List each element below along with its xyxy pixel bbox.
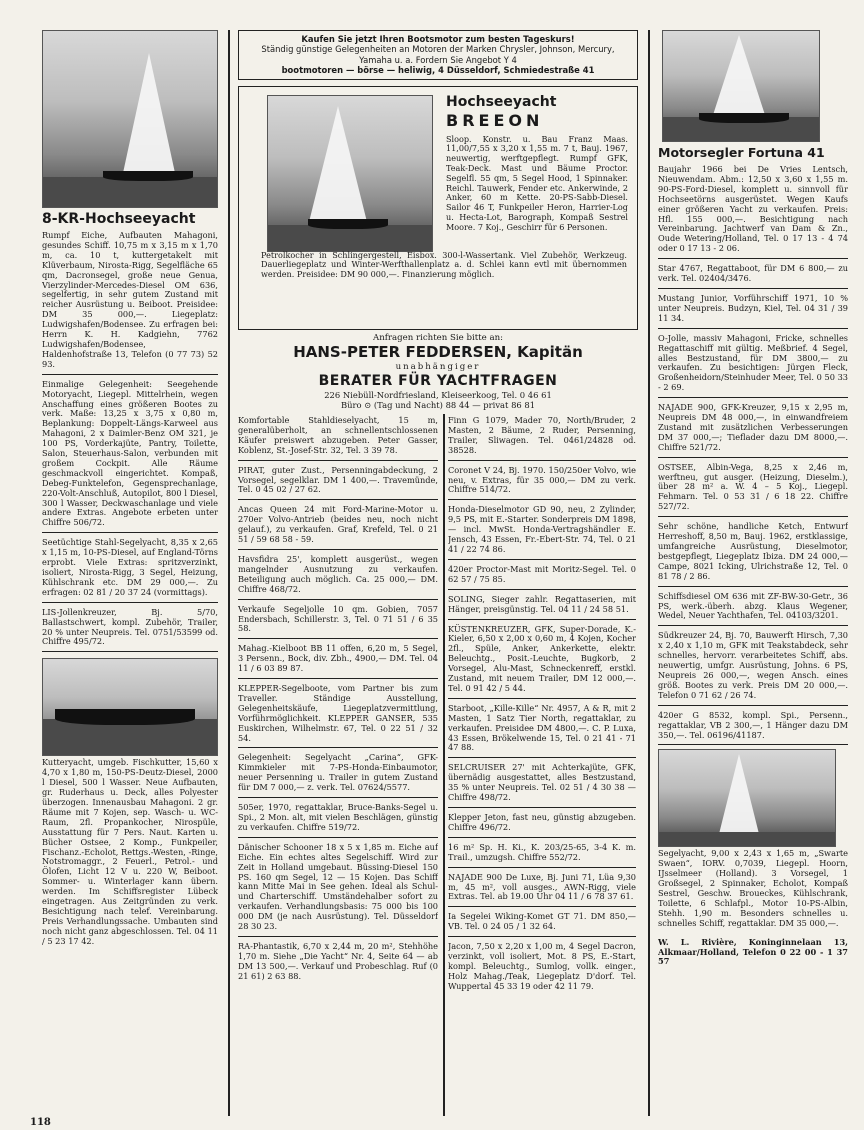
- ad-fortuna-text: Baujahr 1966 bei De Vries Lentsch, Nieuwendam. Abm.: 12,50 x 3,60 x 1,55 m. 90-PS-Ford-Diesel, komplett u. sinnvoll für Hochseetörns ausgerüstet. Wegen Kaufs einer größeren Yacht zu verkaufen. Preis: Hfl. 155 000,—. Besichtigung nach Vereinbarung. Jachtwerf van Dam & Zn., Oude Wetering/Holland, Tel. 0 17 13 - 4 74 oder 0 17 13 - 2 06.: [658, 163, 848, 259]
- ad-breeon-box: [238, 86, 638, 330]
- ad-col4-1: Mustang Junior, Vorführschiff 1971, 10 % unter Neupreis. Budzyn, Kiel, Tel. 04 31 / 39 11 34.: [658, 292, 848, 329]
- column-1: [42, 30, 218, 954]
- unabhaengiger: unabhängiger: [395, 361, 481, 372]
- contact-address: 226 Niebüll-Nordfriesland, Kleiseerkoog, Tel. 0 46 61: [324, 389, 552, 400]
- ad-col3-11: Ia Segelei Wiking-Komet GT 71. DM 850,— VB. Tel. 0 24 05 / 1 32 64.: [448, 910, 636, 937]
- inquiry-line: Anfragen richten Sie bitte an:: [373, 332, 503, 343]
- ad-col2-9: Dänischer Schooner 18 x 5 x 1,85 m. Eiche auf Eiche. Ein echtes altes Segelschiff. Wird zur Zeit in Holland umgebaut. Büssing-Diesel 150 PS. 160 qm Segel, 12 — 15 Kojen. Das Schiff kann Mitte Mai in See gehen. Ideal als Schul- und Charterschiff. Umständehalber sofort zu verkaufen. Verhandlungsbasis: 75 000 bis 100 000 DM (je nach Ausrüstung). Tel. Düsseldorf 28 30 23.: [238, 841, 438, 937]
- ad-col3-4: SOLING, Sieger zahlr. Regattaserien, mit Hänger, preisgünstig. Tel. 04 11 / 24 58 51.: [448, 593, 636, 620]
- ad-col2-4: Verkaufe Segeljolle 10 qm. Gobien, 7057 Endersbach, Schillerstr. 3, Tel. 0 71 51 / 6 35 58.: [238, 603, 438, 640]
- vertical-rule-2: [443, 414, 445, 1116]
- ad-segelyacht: Segelyacht, 9,00 x 2,43 x 1,65 m, „Swarte Swaen“, IORV. 0,7039, Liegepl. Hoorn, IJsselmeer (Holland). 3 Vorsegel, 1 Großsegel, 2 Spinnaker, Echolot, Kompaß Sestrel, Geschw. Broueckes, Kühlschrank, Toilette, 6 Schlafpl., Motor 10-PS-Albin, Stehh. 1,90 m. Besonders schnelles u. schnelles Schiff, regattaklar. DM 35 000,—.: [658, 848, 848, 928]
- ad-col3-5: KÜSTENKREUZER, GFK, Super-Dorade, K.-Kieler, 6,50 x 2,00 x 0,60 m, 4 Kojen, Kocher 2fl., Spüle, Anker, Ankerkette, elektr. Beleuchtg., Posit.-Leuchte, Bugkorb, 2 Vorsegel, Alu-Mast, Schneckenreff, erstkl. Zustand, mit neuem Trailer, DM 12 000,—. Tel. 0 91 42 / 5 44.: [448, 623, 636, 699]
- ad-col4-6: Schiffsdiesel OM 636 mit ZF-BW-30-Getr., 36 PS, werk.-überh. abzg. Klaus Wegener, Wedel, Neuer Yachthafen, Tel. 04103/3201.: [658, 590, 848, 627]
- ad-col2-6: KLEPPER-Segelboote, vom Partner bis zum Traveller. Ständige Ausstellung, Gelegenheitskäufe, Liegeplatzvermittlung, Vorführmöglichkeit. KLEPPER GANSER, 535 Euskirchen, Wilhelmstr. 67, Tel. 0 22 51 / 32 54.: [238, 682, 438, 748]
- ad-col2-1: PIRAT, guter Zust., Persenningabdeckung, 2 Vorsegel, segelklar. DM 1 400,—. Travemünde, Tel. 0 45 02 / 27 62.: [238, 464, 438, 501]
- ad-col3-2: Honda-Dieselmotor GD 90, neu, 2 Zylinder, 9,5 PS, mit E.-Starter. Sonderpreis DM 1898,— incl. MwSt. Honda-Vertragshändler E. Jensch, 43 Essen, Fr.-Ebert-Str. 74, Tel. 0 21 41 / 22 74 86.: [448, 503, 636, 560]
- ad-lis: LIS-Jollenkreuzer, Bj. 5/70, Ballastschwert, kompl. Zubehör, Trailer, 20 % unter Neupreis. Tel. 0751/53599 od. Chiffre 495/72.: [42, 606, 218, 653]
- ad-col2-3: Havsfidra 25', komplett ausgerüst., wegen mangelnder Ausnutzung zu verkaufen. Beteiligung auch möglich. Ca. 25 000,— DM. Chiffre 468/72.: [238, 553, 438, 600]
- ad-col4-0: Star 4767, Regattaboot, für DM 6 800,— zu verk. Tel. 02404/3476.: [658, 262, 848, 289]
- berater: BERATER FÜR YACHTFRAGEN: [318, 372, 558, 389]
- middle-top: [238, 30, 638, 410]
- page-number: 118: [30, 1117, 51, 1128]
- photo-8kr-hochseeyacht: [42, 30, 218, 208]
- column-2: [238, 414, 438, 989]
- ad-col4-3: NAJADE 900, GFK-Kreuzer, 9,15 x 2,95 m, Neupreis DM 48 000,—, in einwandfreiem Zustand mit zusätzlichen Verbesserungen DM 37 000,—; Tieflader dazu DM 8000,—. Chiffre 521/72.: [658, 401, 848, 458]
- ad-col4-7: Südkreuzer 24, Bj. 70, Bauwerft Hirsch, 7,30 x 2,40 x 1,10 m, GFK mit Teakstabdeck, sehr schnelles, hervorr. verarbeitetes Schiff, abs. neuwertig, umfgr. Ausrüstung, Johns. 6 PS, Neupreis 26 000,—, wegen Ansch. eines größ. Bootes zu verk. Preis DM 20 000,—. Telefon 0 71 62 / 26 74.: [658, 629, 848, 705]
- ad-col3-12: Jacon, 7,50 x 2,20 x 1,00 m, 4 Segel Dacron, verzinkt, voll isoliert, Mot. 8 PS, E.-Start, kompl. Beleuchtg., Sumlog, vollk. einger., Holz Mahag./Teak, Liegeplatz D'dorf. Tel. Wuppertal 45 33 19 oder 42 11 79.: [448, 941, 636, 991]
- breeon-text: Sloop. Konstr. u. Bau Franz Maas. 11,00/7,55 x 3,20 x 1,55 m. 7 t, Bauj. 1967, neuwertig, werftgepflegt. Rumpf GFK, Teak-Deck. Mast und Bäume Proctor. Segelfl. 55 qm, 5 Segel Hood, 1 Spinnaker. Reichl. Tauwerk, Fender etc. Ankerwinde, 2 Anker, 60 m Kette. 20-PS-Sabb-Diesel. Sailor 46 T, Funkpeiler Heron, Harrier-Log u. Hecta-Lot, Barograph, Kompaß Sestrel Moore. 7 Koj., Geschirr für 6 Personen.: [446, 133, 628, 232]
- ad-riviere: W. L. Rivière, Koninginnelaan 13, Alkmaar/Holland, Telefon 0 22 00 - 1 37 57: [658, 936, 848, 967]
- bootsmotor-headline: Kaufen Sie jetzt Ihren Bootsmotor zum besten Tageskurs!: [301, 34, 575, 44]
- contact-name: HANS-PETER FEDDERSEN, Kapitän: [293, 342, 583, 361]
- contact-buero: Büro ⊙ (Tag und Nacht) 88 44 — privat 86 81: [340, 399, 536, 410]
- ad-col2-5: Mahag.-Kielboot BB 11 offen, 6,20 m, 5 Segel, 3 Persenn., Bock, div. Zbh., 4900,— DM. Tel. 04 11 / 6 03 89 87.: [238, 642, 438, 679]
- ad-kutter: Kutteryacht, umgeb. Fischkutter, 15,60 x 4,70 x 1,80 m, 150-PS-Deutz-Diesel, 2000 l Diesel, 500 l Wasser. Neue Aufbauten, gr. Ruderhaus u. Deck, alles Polyester überzogen. Innenausbau Mahagoni. 2 gr. Räume mit 7 Kojen, sep. Wasch- u. WC-Raum, 2fl. Propankocher, Nirospüle, Ausstattung für 7 Pers. Naut. Karten u. Bücher Ostsee, 2 Komp., Funkpeiler, Fischanz.-Echolot, Rettgs.-Westen, -Ringe, Notstromaggr., 2 Feuerl., Petrol.- und Ölofen, Licht 12 V u. 220 W, Beiboot. Sommer- u. Winterlager kann übern. werden. Im Schiffsregister Lübeck eingetragen. Aus Zeitgründen zu verk. Besichtigung nach telef. Vereinbarung. Preis Verhandlungssache. Umbauten sind noch nicht ganz abgeschlossen. Tel. 04 11 / 5 23 17 42.: [42, 757, 218, 946]
- ad-col3-0: Finn G 1079, Mader 70, North/Bruder, 2 Masten, 2 Bäume, 2 Ruder, Persenning, Trailer, Sliwagen. Tel. 0461/24828 od. 38528.: [448, 414, 636, 461]
- ad-einmalige: Einmalige Gelegenheit: Seegehende Motoryacht, Liegepl. Mittelrhein, wegen Anschaffung eines größeren Bootes zu verk. Maße: 13,25 x 3,75 x 0,80 m, Beplankung: Doppelt-Längs-Karweel aus Mahagoni, 2 x Daimler-Benz OM 321, je 100 PS, Vorderkajüte, Pantry, Toilette, Salon, Steuerhaus-Salon, verbunden mit großem Cockpit. Alle Räume geschmackvoll eingerichtet. Kompaß, Debeg-Funktelefon, Gegensprechanlage, 220-Volt-Anschluß, Autopilot, 800 l Diesel, 300 l Wasser, Deckwaschanlage und viele andere Extras. Angebote erbeten unter Chiffre 506/72.: [42, 378, 218, 534]
- ad-seetuechtige: Seetüchtige Stahl-Segelyacht, 8,35 x 2,65 x 1,15 m, 10-PS-Diesel, auf England-Törns erprobt. Viele Extras: spritzverzinkt, isoliert, Nirosta-Rigg, 3 Segel, Heizung, Kühlschrank etc. DM 29 000,—. Zu erfragen: 02 81 / 20 37 24 (vormittags).: [42, 536, 218, 602]
- ad-col3-10: NAJADE 900 De Luxe, Bj. Juni 71, Lüa 9,30 m, 45 m², voll ausges., AWN-Rigg, viele Extras. Tel. ab 19.00 Uhr 04 11 / 6 78 37 61.: [448, 871, 636, 908]
- feddersen-contact: [238, 333, 638, 410]
- ad-col2-8: 505er, 1970, regattaklar, Bruce-Banks-Segel u. Spi., 2 Mon. alt, mit vielen Beschlägen, günstig zu verkaufen. Chiffre 519/72.: [238, 801, 438, 838]
- ad-hochsee-text: Rumpf Eiche, Aufbauten Mahagoni, gesundes Schiff. 10,75 m x 3,15 m x 1,70 m, ca. 10 t, kuttergetakelt mit Klüverbaum, Nirosta-Rigg, Segelfläche 65 qm, Dacronsegel, große neue Genua, Vierzylinder-Mercedes-Diesel OM 636, segelfertig, in sehr gutem Zustand mit reicher Ausrüstung u. Beiboot. Preisidee: DM 35 000,—. Liegeplatz: Ludwigshafen/Bodensee. Zu erfragen bei: Herrn K. H. Kadgiehn, 7762 Ludwigshafen/Bodensee, Haldenhofstraße 13, Telefon (0 77 73) 52 93.: [42, 229, 218, 375]
- photo-breeon: [267, 95, 433, 252]
- vertical-rule-1: [228, 30, 230, 1116]
- photo-swarte-swaen: [658, 749, 836, 847]
- ad-col4-4: OSTSEE, Albin-Vega, 8,25 x 2,46 m, werftneu, gut ausger. (Heizung, Dieselm.), über 28 m² a. W. 4 – 5 Koj., Liegepl. Fehmarn. Tel. 0 53 31 / 6 18 22. Chiffre 527/72.: [658, 461, 848, 518]
- ad-col2-7: Gelegenheit: Segelyacht „Carina“, GFK-Kimmkieler mit 7-PS-Honda-Einbaumotor, neuer Persenning u. Trailer in gutem Zustand für DM 7 000,— z. verk. Tel. 07624/5577.: [238, 751, 438, 798]
- breeon-name: BREEON: [446, 110, 544, 130]
- ad-col3-1: Coronet V 24, Bj. 1970. 150/250er Volvo, wie neu, v. Extras, für 35 000,— DM zu verk. Chiffre 514/72.: [448, 464, 636, 501]
- bootsmotor-footer: bootmotoren — börse — heliwig, 4 Düsseldorf, Schmiedestraße 41: [281, 65, 595, 76]
- ad-col2-0: Komfortable Stahldieselyacht, 15 m, generalüberholt, an schnellentschlossenen Käufer preiswert abzugeben. Peter Gasser, Koblenz, St.-Josef-Str. 32, Tel. 3 39 78.: [238, 414, 438, 461]
- ad-col3-8: Klepper Jeton, fast neu, günstig abzugeben. Chiffre 496/72.: [448, 811, 636, 838]
- ad-bootsmotor-box: [238, 30, 638, 80]
- breeon-bottom-text: Petrolkocher in Schlingergestell, Eisbox. 300-l-Wassertank. Viel Zubehör, Werkzeug. Dauerliegeplatz und Winter-Werfthallenplatz a. d. Schlei kann evtl mit übernommen werden. Preisidee: DM 90 000,—. Finanzierung möglich.: [261, 249, 627, 280]
- ad-col2-10: RA-Phantastik, 6,70 x 2,44 m, 20 m², Stehhöhe 1,70 m. Siehe „Die Yacht“ Nr. 4, Seite 64 — ab DM 13 500,—. Verkauf und Probeschlag. Ruf (0 21 61) 2 63 88.: [238, 940, 438, 981]
- vertical-rule-3: [648, 30, 650, 1116]
- bootsmotor-text: Ständig günstige Gelegenheiten an Motoren der Marken Chrysler, Johnson, Mercury, Yamaha u. a. Fordern Sie Angebot Y 4: [261, 44, 615, 65]
- ad-col3-7: SELCRUISER 27' mit Achterkajüte, GFK, übernädig ausgestattet, alles Bestzustand, 35 % unter Neupreis. Tel. 02 51 / 4 30 38 — Chiffre 498/72.: [448, 761, 636, 808]
- ad-col3-9: 16 m² Sp. H. Ki., K. 203/25-65, 3-4 K. m. Trail., umzugsh. Chiffre 552/72.: [448, 841, 636, 868]
- ad-col4-2: O-Jolle, massiv Mahagoni, Fricke, schnelles Regattaschiff mit gültig. Meßbrief. 4 Segel, alles Bestzustand, für DM 3800,— zu verkaufen. Zu besichtigen: Jürgen Fleck, Großenheidorn/Steinhuder Meer, Tel. 0 50 33 - 2 69.: [658, 332, 848, 398]
- ad-col3-6: Starboot, „Kille-Kille“ Nr. 4957, A & R, mit 2 Masten, 1 Satz Tier North, regattaklar, zu verkaufen. Preisidee DM 4800,—. C. P. Luxa, 43 Essen, Brökelwende 15, Tel. 0 21 41 - 71 47 88.: [448, 702, 636, 759]
- ad-col2-2: Ancas Queen 24 mit Ford-Marine-Motor u. 270er Volvo-Antrieb (beides neu, noch nicht gelauf.), zu verkaufen. Graf, Krefeld, Tel. 0 21 51 / 59 68 58 - 59.: [238, 503, 438, 550]
- fortuna-title: Motorsegler Fortuna 41: [658, 145, 825, 160]
- column-3: [448, 414, 636, 999]
- ad-col4-8: 420er G 8532, kompl. Spi., Persenn., regattaklar, VB 2 300,—, 1 Hänger dazu DM 350,—. Tel. 06196/41187.: [658, 709, 848, 746]
- hochsee-title: 8-KR-Hochseeyacht: [42, 211, 196, 227]
- column-4: [658, 30, 848, 974]
- photo-fortuna: [662, 30, 820, 142]
- breeon-title: Hochseeyacht: [446, 93, 557, 110]
- photo-kutteryacht: [42, 658, 218, 756]
- ad-col4-5: Sehr schöne, handliche Ketch, Entwurf Herreshoff, 8,50 m, Bauj. 1962, erstklassige, umfangreiche Ausrüstung, Dieselmotor, bestgepflegt, Liegeplatz Ibiza. DM 24 000,— Campe, 8021 Icking, Ulrichstraße 12, Tel. 0 81 78 / 2 86.: [658, 520, 848, 586]
- ad-col3-3: 420er Proctor-Mast mit Moritz-Segel. Tel. 0 62 57 / 75 85.: [448, 563, 636, 590]
